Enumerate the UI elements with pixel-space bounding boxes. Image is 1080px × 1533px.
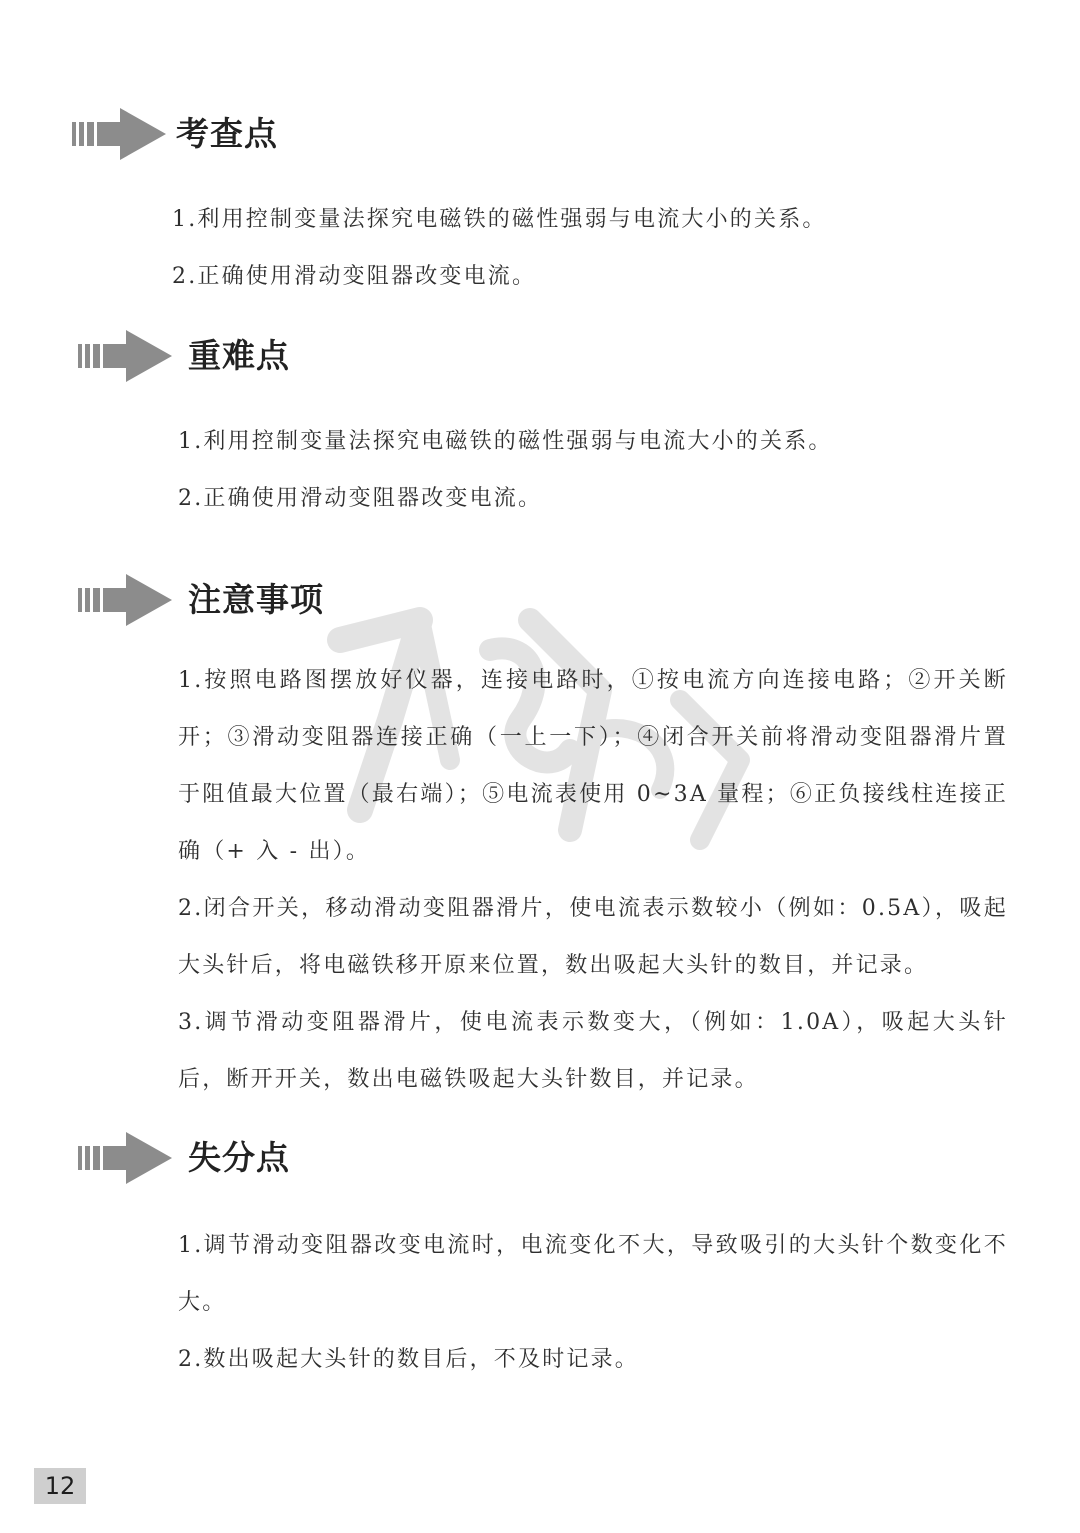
section-header [76, 1130, 476, 1190]
list-item: 2.正确使用滑动变阻器改变电流。 [172, 264, 537, 289]
list-item: 1.调节滑动变阻器改变电流时，电流变化不大，导致吸引的大头针个数变化不大。 [178, 1233, 1008, 1315]
section-items [178, 1217, 1008, 1388]
page-number-badge: 12 [34, 1468, 86, 1504]
section-items [178, 652, 1008, 1108]
list-item: 2.正确使用滑动变阻器改变电流。 [178, 486, 543, 511]
list-item: 2.数出吸起大头针的数目后，不及时记录。 [178, 1347, 639, 1372]
section-items [172, 191, 1002, 305]
section-title: 失分点 [188, 1138, 290, 1177]
section-header [70, 106, 470, 166]
list-item: 3.调节滑动变阻器滑片，使电流表示数变大，（例如：1.0A），吸起大头针后，断开开关，数出电磁铁吸起大头针数目，并记录。 [178, 1010, 1008, 1092]
section-title: 注意事项 [188, 580, 324, 619]
striped-arrow-icon [76, 1130, 176, 1186]
section-title: 重难点 [188, 336, 290, 375]
section-header [76, 572, 476, 632]
list-item: 2.闭合开关，移动滑动变阻器滑片，使电流表示数较小（例如：0.5A），吸起大头针后，将电磁铁移开原来位置，数出吸起大头针的数目，并记录。 [178, 896, 1008, 978]
list-item: 1.利用控制变量法探究电磁铁的磁性强弱与电流大小的关系。 [178, 429, 833, 454]
section-title: 考查点 [176, 114, 278, 153]
list-item: 1.利用控制变量法探究电磁铁的磁性强弱与电流大小的关系。 [172, 207, 827, 232]
list-item: 1.按照电路图摆放好仪器，连接电路时，①按电流方向连接电路；②开关断开；③滑动变阻器连接正确（一上一下）；④闭合开关前将滑动变阻器滑片置于阻值最大位置（最右端）；⑤电流表使用 0~3A 量程；⑥正负接线柱连接正确（+ 入 - 出）。 [178, 668, 1008, 864]
section-header [76, 328, 476, 388]
striped-arrow-icon [70, 106, 170, 162]
striped-arrow-icon [76, 328, 176, 384]
striped-arrow-icon [76, 572, 176, 628]
section-items [178, 413, 1008, 527]
